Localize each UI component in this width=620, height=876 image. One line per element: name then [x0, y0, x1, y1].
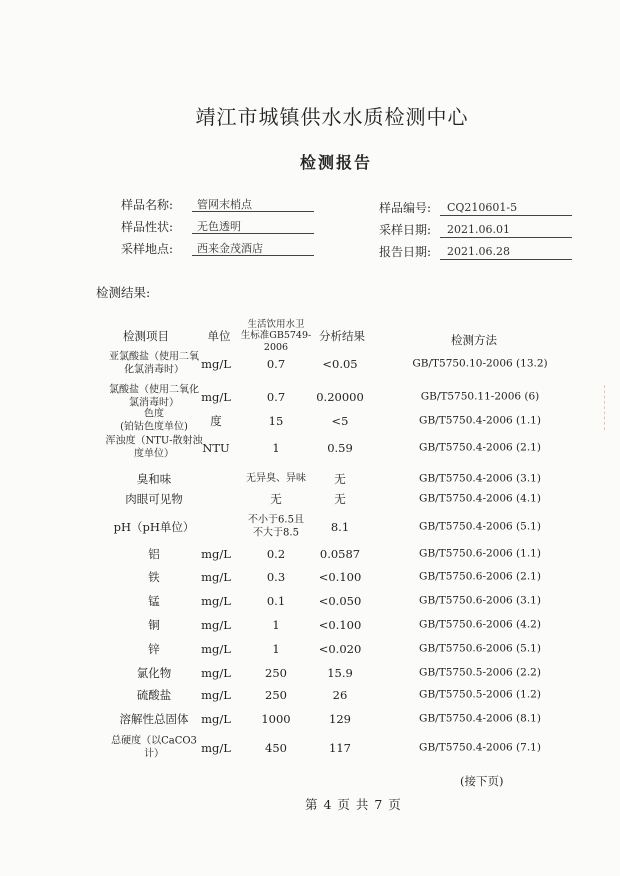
row-item: 溶解性总固体: [119, 711, 189, 726]
row-standard: 250: [265, 665, 287, 680]
row-unit: mg/L: [201, 569, 231, 584]
row-method: GB/T5750.4-2006 (7.1): [419, 741, 541, 754]
org-title: 靖江市城镇供水水质检测中心: [195, 105, 469, 129]
report-title: 检测报告: [299, 153, 373, 172]
row-method: GB/T5750.6-2006 (1.1): [419, 547, 541, 560]
row-result: 0.0587: [319, 546, 361, 561]
sample-no-underline: [440, 215, 572, 216]
row-item: 氯酸盐（使用二氧化 氯消毒时）: [109, 384, 199, 408]
row-method: GB/T5750.4-2006 (5.1): [419, 520, 541, 533]
row-result: <0.05: [322, 356, 358, 371]
report-date-value: 2021.06.28: [447, 245, 510, 258]
row-standard: 450: [265, 740, 287, 755]
page-number: 第 4 页 共 7 页: [305, 797, 402, 812]
row-method: GB/T5750.10-2006 (13.2): [412, 357, 548, 370]
row-standard: 250: [265, 687, 287, 702]
continued-note: (接下页): [460, 774, 504, 788]
header-item: 检测项目: [123, 328, 169, 343]
row-item: 锌: [148, 641, 160, 656]
row-unit: mg/L: [201, 665, 231, 680]
row-method: GB/T5750.4-2006 (1.1): [419, 414, 541, 427]
ink-stain: [604, 385, 613, 430]
row-method: GB/T5750.4-2006 (3.1): [419, 472, 541, 485]
row-item: 总硬度（以CaCO3 计）: [111, 735, 197, 759]
header-standard: 生活饮用水卫 生标准GB5749- 2006: [240, 318, 312, 353]
row-item: 锰: [148, 593, 160, 608]
row-item: 肉眼可见物: [125, 491, 183, 506]
row-standard: 无: [270, 491, 282, 506]
header-result: 分析结果: [319, 328, 365, 343]
row-unit: mg/L: [201, 389, 231, 404]
sample-date-underline: [440, 237, 572, 238]
row-result: <0.050: [318, 593, 362, 608]
row-unit: mg/L: [201, 593, 231, 608]
row-standard: 不小于6.5且 不大于8.5: [248, 514, 304, 538]
row-method: GB/T5750.6-2006 (4.2): [419, 618, 541, 631]
row-result: 26: [332, 687, 348, 702]
report-date-underline: [440, 259, 572, 260]
row-unit: mg/L: [201, 617, 231, 632]
row-result: 无: [334, 491, 346, 506]
row-unit: mg/L: [201, 711, 231, 726]
row-standard: 1: [272, 617, 280, 632]
row-method: GB/T5750.11-2006 (6): [420, 390, 540, 403]
row-result: 129: [329, 711, 351, 726]
row-item: 铁: [148, 569, 160, 584]
row-unit: mg/L: [201, 641, 231, 656]
header-unit: 单位: [207, 328, 231, 343]
sample-name-underline: [192, 211, 314, 212]
row-result: 15.9: [327, 665, 353, 680]
row-item: 铝: [148, 546, 160, 561]
results-label: 检测结果:: [96, 285, 151, 300]
row-result: 8.1: [330, 519, 350, 534]
row-standard: 无异臭、异味: [246, 472, 306, 484]
row-method: GB/T5750.4-2006 (8.1): [419, 712, 541, 725]
sample-name-label: 样品名称:: [121, 198, 174, 212]
row-standard: 0.2: [266, 546, 286, 561]
sample-prop-underline: [192, 233, 314, 234]
row-result: <0.100: [318, 569, 362, 584]
row-result: <0.100: [318, 617, 362, 632]
row-item: 浑浊度（NTU-散射浊 度单位）: [105, 435, 203, 459]
row-result: 无: [334, 471, 346, 486]
sample-no-label: 样品编号:: [379, 201, 432, 215]
sample-site-label: 采样地点:: [121, 242, 174, 256]
sample-prop-label: 样品性状:: [121, 220, 174, 234]
row-standard: 1000: [261, 711, 291, 726]
row-method: GB/T5750.5-2006 (1.2): [419, 688, 541, 701]
row-result: 117: [329, 740, 351, 755]
row-result: <5: [331, 413, 349, 428]
row-standard: 15: [268, 413, 284, 428]
row-item: 铜: [148, 617, 160, 632]
sample-site-underline: [192, 255, 314, 256]
row-standard: 0.1: [266, 593, 286, 608]
sample-name-value: 管网末梢点: [197, 198, 252, 211]
row-standard: 1: [272, 440, 280, 455]
row-item: 亚氯酸盐（使用二氧 化氯消毒时）: [109, 351, 199, 375]
row-unit: mg/L: [201, 546, 231, 561]
row-item: 臭和味: [136, 471, 172, 486]
row-unit: NTU: [202, 440, 230, 455]
sample-prop-value: 无色透明: [197, 220, 241, 233]
sample-date-value: 2021.06.01: [447, 223, 510, 236]
row-standard: 0.7: [266, 389, 286, 404]
row-unit: mg/L: [201, 687, 231, 702]
row-standard: 0.3: [266, 569, 286, 584]
row-item: pH（pH单位）: [113, 519, 195, 534]
row-standard: 1: [272, 641, 280, 656]
report-date-label: 报告日期:: [379, 245, 432, 259]
row-method: GB/T5750.4-2006 (2.1): [419, 441, 541, 454]
row-item: 色度 (铂钴色度单位): [120, 408, 188, 432]
row-unit: mg/L: [201, 740, 231, 755]
row-result: 0.59: [327, 440, 353, 455]
sample-no-value: CQ210601-5: [447, 201, 518, 214]
sample-site-value: 西来金茂酒店: [197, 242, 263, 255]
row-method: GB/T5750.4-2006 (4.1): [419, 492, 541, 505]
row-unit: mg/L: [201, 356, 231, 371]
row-method: GB/T5750.6-2006 (5.1): [419, 642, 541, 655]
row-method: GB/T5750.6-2006 (2.1): [419, 570, 541, 583]
row-standard: 0.7: [266, 356, 286, 371]
sample-date-label: 采样日期:: [379, 223, 432, 237]
header-method: 检测方法: [451, 332, 497, 347]
row-unit: 度: [210, 413, 222, 428]
row-item: 氯化物: [136, 665, 172, 680]
row-result: <0.020: [318, 641, 362, 656]
row-item: 硫酸盐: [136, 687, 172, 702]
row-method: GB/T5750.6-2006 (3.1): [419, 594, 541, 607]
row-method: GB/T5750.5-2006 (2.2): [419, 666, 541, 679]
row-result: 0.20000: [316, 389, 364, 404]
